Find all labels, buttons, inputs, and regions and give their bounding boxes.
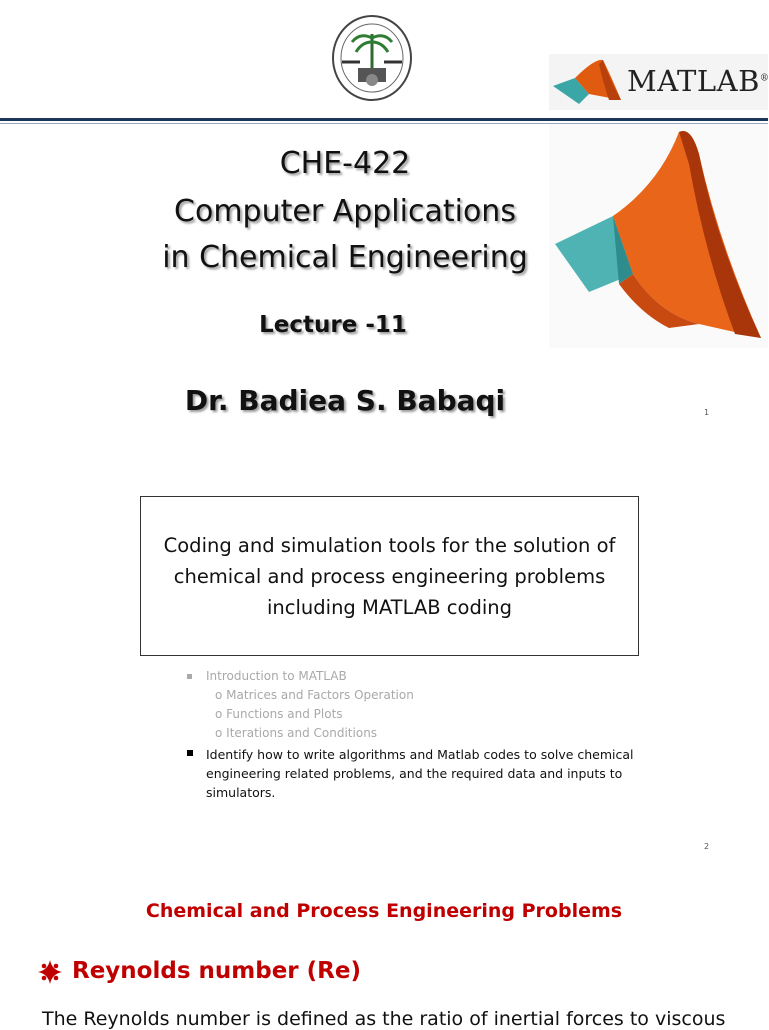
course-description-box xyxy=(140,496,639,656)
four-point-star-bullet-icon xyxy=(36,958,64,986)
square-bullet-icon xyxy=(187,674,192,679)
square-bullet-icon xyxy=(187,750,193,756)
circle-bullet-icon: o xyxy=(215,726,223,740)
header-rule xyxy=(0,118,768,121)
section-heading: Reynolds number (Re) xyxy=(72,958,361,984)
course-title-line2: in Chemical Engineering xyxy=(162,240,528,275)
list-item: o Iterations and Conditions xyxy=(215,726,378,740)
circle-bullet-icon: o xyxy=(215,707,223,721)
lecture-label: Lecture -11 xyxy=(259,312,407,338)
page-number: 2 xyxy=(704,842,710,851)
body-text: The Reynolds number is defined as the ratio of inertial forces to viscous xyxy=(42,1008,726,1030)
circle-bullet-icon: o xyxy=(215,688,223,702)
page-number: 1 xyxy=(704,408,710,417)
course-code: CHE-422 xyxy=(279,146,411,181)
list-item: Identify how to write algorithms and Matlab codes to solve chemical engineering related problems, and the required data and inputs to simulators. xyxy=(206,747,634,800)
course-title-line1: Computer Applications xyxy=(174,194,516,229)
university-seal-icon xyxy=(330,12,414,102)
list-item: o Functions and Plots xyxy=(215,707,343,721)
matlab-logo-text: MATLAB® xyxy=(627,64,769,98)
section-title: Chemical and Process Engineering Problems xyxy=(145,900,623,922)
list-item: Introduction to MATLAB xyxy=(187,669,347,683)
course-description: Coding and simulation tools for the solution of chemical and process engineering problems including MATLAB coding xyxy=(163,533,616,619)
author-name: Dr. Badiea S. Babaqi xyxy=(184,384,506,417)
list-item: o Matrices and Factors Operation xyxy=(215,688,414,702)
